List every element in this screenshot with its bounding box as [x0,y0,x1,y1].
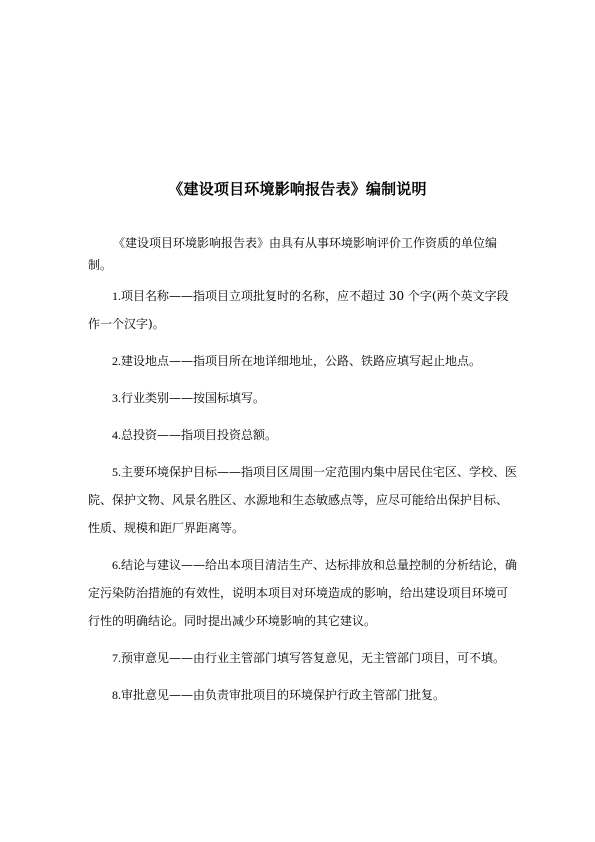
item-text: 建设地点——指项目所在地详细地址，公路、铁路应填写起止地点。 [121,354,482,368]
item-number: 5. [112,465,121,479]
item-8 [112,681,518,709]
item-1 [88,282,518,338]
item-text: 总投资——指项目投资总额。 [121,428,278,442]
item-number: 1. [112,289,121,303]
item-number: 2. [112,354,121,368]
document-title: 《建设项目环境影响报告表》编制说明 [168,180,427,198]
item-text: 预审意见——由行业主管部门填写答复意见，无主管部门项目，可不填。 [121,651,506,665]
item-text: 行业类别——按国标填写。 [121,391,266,405]
item-text: 审批意见——由负责审批项目的环境保护行政主管部门批复。 [121,688,446,702]
item-text: 项目名称——指项目立项批复时的名称，应不超过 30 个字(两个英文字段 [121,289,509,303]
document-body [88,232,518,718]
item-number: 8. [112,688,121,702]
item-number: 6. [112,558,121,572]
item-number: 3. [112,391,121,405]
item-text-continued: 作一个汉字)。 [88,317,165,331]
item-text-continued: 院、保护文物、风景名胜区、水源地和生态敏感点等，应尽可能给出保护目标、性质、规模和距厂界距离等。 [88,493,509,535]
item-7 [112,644,518,672]
item-text: 结论与建议——给出本项目清洁生产、达标排放和总量控制的分析结论，确 [121,558,518,572]
item-5 [88,458,518,542]
intro-paragraph: 《建设项目环境影响报告表》由具有从事环境影响评价工作资质的单位编制。 [88,236,498,272]
item-number: 4. [112,428,121,442]
item-number: 7. [112,651,121,665]
item-text-continued: 定污染防治措施的有效性，说明本项目对环境造成的影响，给出建设项目环境可行性的明确结论。同时提出减少环境影响的其它建议。 [88,586,509,628]
item-4 [112,421,518,449]
item-text: 主要环境保护目标——指项目区周围一定范围内集中居民住宅区、学校、医 [121,465,518,479]
item-3 [112,384,518,412]
item-6 [88,551,518,635]
item-2 [112,347,518,375]
